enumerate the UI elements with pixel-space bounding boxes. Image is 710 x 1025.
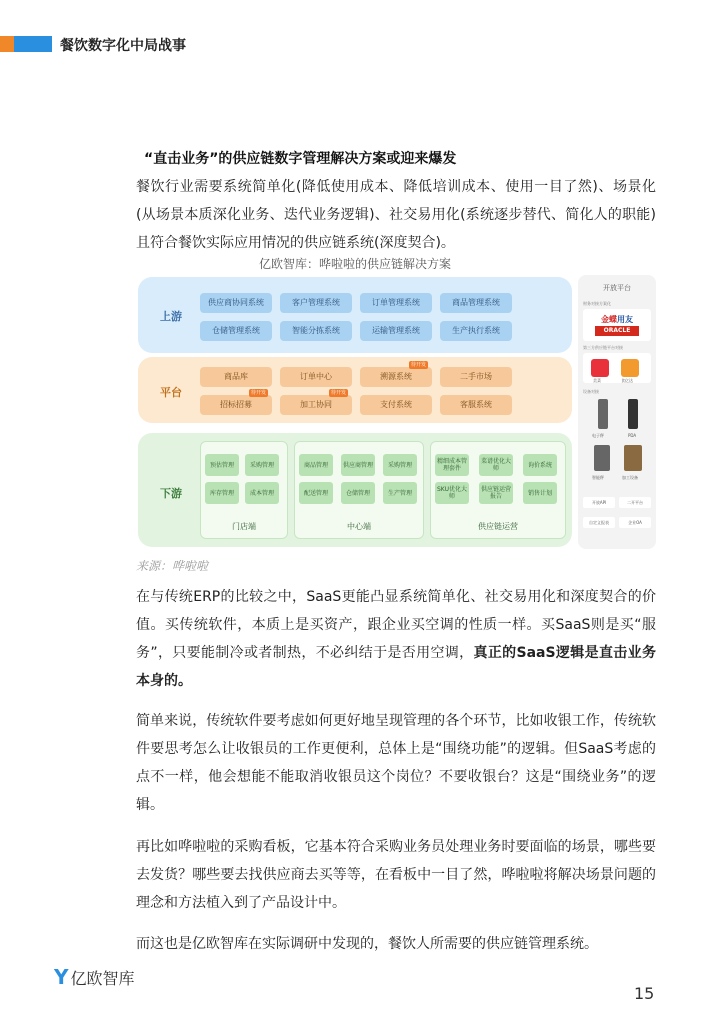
center-group bbox=[294, 441, 424, 539]
platform-item bbox=[360, 362, 432, 387]
shiyida-name: 食亿达 bbox=[621, 378, 633, 383]
center-item: 仓储管理 bbox=[341, 482, 375, 504]
store-item: 库存管理 bbox=[205, 482, 239, 504]
store-item: 预估管理 bbox=[205, 454, 239, 476]
downstream-label: 下游 bbox=[160, 487, 182, 500]
supply-ops-group bbox=[430, 441, 566, 539]
store-item: 成本管理 bbox=[245, 482, 279, 504]
section-heading: “直击业务”的供应链数字管理解决方案或迎来爆发 bbox=[144, 151, 457, 167]
paragraph-3: 简单来说，传统软件要考虑如何更好地呈现管理的各个环节，比如收银工作，传统软件要思考怎么让收银员的工作更便利，总体上是“围绕功能”的逻辑。但SaaS考虑的点不一样，他会想能不能取消收银员这个岗位？不要收银台？这是“围绕业务”的逻辑。 bbox=[136, 713, 656, 813]
device-name: 电子秤 bbox=[592, 433, 604, 438]
upstream-label: 上游 bbox=[160, 310, 182, 323]
platform-item: 商品库 bbox=[200, 367, 272, 387]
header-title: 餐饮数字化中局战事 bbox=[60, 38, 186, 54]
figure-title: 亿欧智库：哗啦啦的供应链解决方案 bbox=[258, 257, 451, 271]
paragraph-2-emphasis: 真正的SaaS逻辑是直击业务本身的。 bbox=[136, 645, 656, 689]
device-label: 设备对接 bbox=[583, 389, 599, 394]
footer-logo-text: 亿欧智库 bbox=[70, 968, 135, 988]
pending-tag: 待开发 bbox=[410, 362, 426, 368]
shiyida-logo-icon bbox=[621, 359, 639, 377]
smart-scale-icon bbox=[594, 445, 610, 471]
upstream-item: 供应商协同系统 bbox=[200, 293, 272, 313]
figure-source: 来源：哗啦啦 bbox=[136, 559, 209, 573]
upstream-item: 客户管理系统 bbox=[280, 293, 352, 313]
platform-item bbox=[200, 390, 272, 415]
center-item: 生产管理 bbox=[383, 482, 417, 504]
supply-chain-figure bbox=[138, 275, 656, 549]
pending-tag: 待开发 bbox=[250, 390, 266, 396]
supply-ops-group-label: 供应链运营 bbox=[478, 522, 518, 531]
paragraph-4: 再比如哗啦啦的采购看板，它基本符合采购业务员处理业务时要面临的场景，哪些要去发货？哪些要去找供应商去买等等，在看板中一目了然，哗啦啦将解决场景问题的理念和方法植入到了产品设计中。 bbox=[136, 839, 656, 911]
upstream-item: 智能分拣系统 bbox=[280, 321, 352, 341]
meicai-name: 美菜 bbox=[593, 378, 601, 383]
footer-logo bbox=[54, 965, 135, 989]
yiou-logo-icon: Y bbox=[54, 965, 69, 989]
upstream-item: 仓储管理系统 bbox=[200, 321, 272, 341]
center-group-label: 中心端 bbox=[347, 522, 371, 531]
ops-item: 精细成本管理套件 bbox=[435, 454, 469, 476]
finance-logos bbox=[583, 309, 651, 341]
pending-tag: 待开发 bbox=[330, 390, 346, 396]
yonyou-logo-text: 用友 bbox=[617, 315, 633, 324]
store-item: 采购管理 bbox=[245, 454, 279, 476]
platform-item: 客服系统 bbox=[440, 395, 512, 415]
device-name: PDA bbox=[628, 433, 637, 438]
store-group bbox=[200, 441, 288, 539]
center-item: 配送管理 bbox=[299, 482, 333, 504]
ops-item: 销售计划 bbox=[523, 482, 557, 504]
platform-item-label: 加工协同 bbox=[300, 400, 332, 409]
scale-device-icon bbox=[598, 399, 608, 429]
paragraph-2-text: 在与传统ERP的比较之中，SaaS更能凸显系统简单化、社交易用化和深度契合的价值。买传统软件，本质上是买资产，跟企业买空调的性质一样。买SaaS则是买“服务”，只要能制冷或者制热，不必纠结于是否用空调， bbox=[136, 589, 656, 661]
platform-label: 平台 bbox=[160, 386, 182, 399]
paragraph-2 bbox=[136, 583, 656, 695]
platform-item: 二手市场 bbox=[440, 367, 512, 387]
page-number: 15 bbox=[634, 984, 655, 1003]
ops-item: SKU优化大师 bbox=[435, 482, 469, 504]
meicai-logo-icon bbox=[591, 359, 609, 377]
api-item: 自定义报表 bbox=[583, 517, 615, 528]
api-item: 开放API bbox=[583, 497, 615, 508]
paragraph-5: 而这也是亿欧智库在实际调研中发现的，餐饮人所需要的供应链管理系统。 bbox=[136, 936, 598, 952]
api-item: 企业OA bbox=[619, 517, 651, 528]
platform-item bbox=[280, 390, 352, 415]
center-item: 采购管理 bbox=[383, 454, 417, 476]
ops-item: 供应链运营报告 bbox=[479, 482, 513, 504]
upstream-item: 订单管理系统 bbox=[360, 293, 432, 313]
center-item: 商品管理 bbox=[299, 454, 333, 476]
paragraph-1: 餐饮行业需要系统简单化(降低使用成本、降低培训成本、使用一目了然)、场景化(从场景本质深化业务、迭代业务逻辑)、社交易用化(系统逐步替代、简化人的职能)且符合餐饮实际应用情况的供应链系统(深度契合)。 bbox=[136, 179, 656, 251]
upstream-item: 运输管理系统 bbox=[360, 321, 432, 341]
header-accent-blue bbox=[14, 36, 52, 52]
platform-band bbox=[138, 357, 572, 423]
device-name: 智能秤 bbox=[592, 475, 604, 480]
kingdee-yonyou-logo bbox=[601, 314, 633, 325]
open-platform-panel bbox=[578, 275, 656, 549]
open-platform-title: 开放平台 bbox=[603, 284, 631, 292]
oracle-logo: ORACLE bbox=[595, 326, 639, 336]
device-name: 加工设备 bbox=[622, 475, 638, 480]
finance-label: 财务对接方案化 bbox=[583, 301, 611, 306]
store-group-label: 门店端 bbox=[232, 522, 256, 531]
platform-item: 订单中心 bbox=[280, 367, 352, 387]
ops-item: 询价系统 bbox=[523, 454, 557, 476]
platform-item-label: 溯源系统 bbox=[380, 372, 412, 381]
kingdee-logo-text: 金蝶 bbox=[601, 315, 617, 324]
third-party-logos bbox=[583, 353, 651, 383]
upstream-item: 生产执行系统 bbox=[440, 321, 512, 341]
platform-item-label: 招标招募 bbox=[220, 400, 252, 409]
upstream-item: 商品管理系统 bbox=[440, 293, 512, 313]
third-party-label: 第三方供应链平台对接 bbox=[583, 345, 623, 350]
downstream-band bbox=[138, 433, 572, 547]
header-accent-orange bbox=[0, 36, 14, 52]
ops-item: 菜谱优化大师 bbox=[479, 454, 513, 476]
api-item: 二开平台 bbox=[619, 497, 651, 508]
center-item: 供应商管理 bbox=[341, 454, 375, 476]
pda-device-icon bbox=[628, 399, 638, 429]
platform-item: 支付系统 bbox=[360, 395, 432, 415]
upstream-band bbox=[138, 277, 572, 353]
processing-device-icon bbox=[624, 445, 642, 471]
